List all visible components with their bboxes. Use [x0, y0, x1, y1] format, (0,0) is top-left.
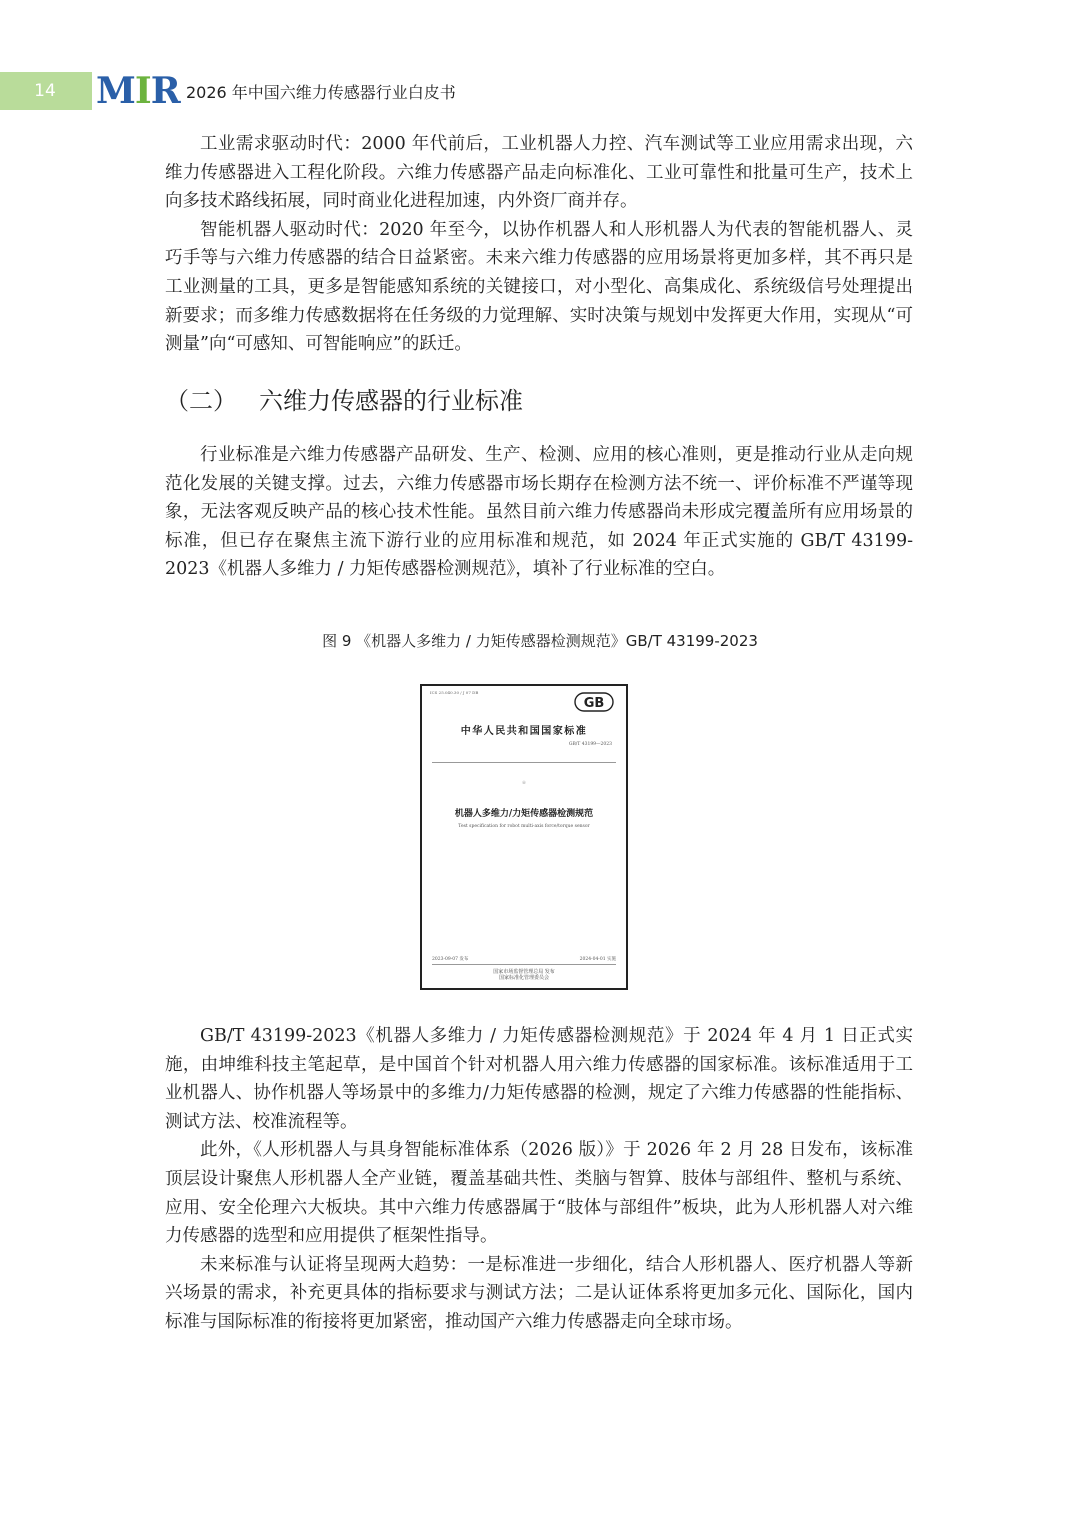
- cover-publisher: [422, 969, 626, 981]
- standards-text-block: [165, 441, 913, 584]
- paragraph-intelligent-era: 智能机器人驱动时代：2020 年至今，以协作机器人和人形机器人为代表的智能机器人、灵巧手等与六维力传感器的结合日益紧密。未来六维力传感器的应用场景将更加多样，其不再只是工业测量的工具，更多是智能感知系统的关键接口，对小型化、高集成化、系统级信号处理提出新要求；而多维力传感数据将在任务级的力觉理解、实时决策与规划中发挥更大作用，实现从“可测量”向“可感知、可智能响应”的跃迁。: [165, 219, 913, 355]
- gb-logo-text: GB: [583, 696, 605, 711]
- document-title: 2026 年中国六维力传感器行业白皮书: [186, 83, 456, 102]
- logo-letter-m: M: [96, 70, 135, 112]
- paragraph-humanoid-standard-system: 此外，《人形机器人与具身智能标准体系（2026 版）》于 2026 年 2 月 28 日发布，该标准顶层设计聚焦人形机器人全产业链，覆盖基础共性、类脑与智算、肢体与部组件、整机与系统、应用、安全伦理六大板块。其中六维力传感器属于“肢体与部组件”板块，此为人形机器人对六维力传感器的选型和应用提供了框架性指导。: [165, 1140, 913, 1247]
- mir-logo: [96, 70, 180, 112]
- paragraph-future-trends: 未来标准与认证将呈现两大趋势：一是标准进一步细化，结合人形机器人、医疗机器人等新兴场景的需求，补充更具体的指标要求与测试方法；二是认证体系将更加多元化、国际化，国内标准与国际标准的衔接将更加紧密，推动国产六维力传感器走向全球市场。: [165, 1254, 913, 1332]
- section-number: （二）: [165, 387, 237, 415]
- cover-divider-bottom: [432, 964, 616, 965]
- cover-title: 机器人多维力/力矩传感器检测规范: [454, 809, 594, 819]
- cover-ics-code: ICS 25.040.30 / J 07 DB: [430, 690, 479, 695]
- cover-subtitle: Test specification for robot multi-axis force/torque sensor: [458, 824, 590, 829]
- logo-letter-r: R: [150, 70, 180, 112]
- intro-text-block: [165, 130, 913, 359]
- figure-caption: 图 9 《机器人多维力 / 力矩传感器检测规范》GB/T 43199-2023: [322, 632, 758, 650]
- logo-letter-i: I: [134, 70, 151, 112]
- cover-standard-code: GB/T 43199—2023: [568, 742, 612, 747]
- cover-publisher-line1: 国家市场监督管理总局: [493, 969, 544, 975]
- section-title: 六维力传感器的行业标准: [259, 387, 523, 415]
- cover-divider-top: [432, 762, 616, 763]
- standard-details-text-block: [165, 1022, 913, 1337]
- standard-cover-image: [420, 684, 628, 990]
- section-heading: [165, 381, 523, 416]
- cover-publisher-line2: 国家标准化管理委员会: [498, 975, 549, 981]
- paragraph-gbt-standard: GB/T 43199-2023《机器人多维力 / 力矩传感器检测规范》于 2024 年 4 月 1 日正式实施，由坤维科技主笔起草，是中国首个针对机器人用六维力传感器的国家标准。该标准适用于工业机器人、协作机器人等场景中的多维力/力矩传感器的检测，规定了六维力传感器的性能指标、测试方法、校准流程等。: [165, 1026, 913, 1132]
- page-number: 14: [34, 81, 56, 101]
- cover-mark: ※: [521, 780, 527, 786]
- paragraph-industrial-era: 工业需求驱动时代：2000 年代前后，工业机器人力控、汽车测试等工业应用需求出现，六维力传感器进入工程化阶段。六维力传感器产品走向标准化、工业可靠性和批量可生产，技术上向多技术路线拓展，同时商业化进程加速，内外资厂商并存。: [165, 134, 913, 212]
- paragraph-industry-standards: 行业标准是六维力传感器产品研发、生产、检测、应用的核心准则，更是推动行业从走向规范化发展的关键支撑。过去，六维力传感器市场长期存在检测方法不统一、评价标准不严谨等现象，无法客观反映产品的核心技术性能。虽然目前六维力传感器尚未形成完覆盖所有应用场景的标准，但已存在聚焦主流下游行业的应用标准和规范，如 2024 年正式实施的 GB/T 43199-2023《机器人多维力 / 力矩传感器检测规范》，填补了行业标准的空白。: [165, 445, 913, 580]
- cover-publisher-suffix: 发布: [544, 969, 555, 975]
- cover-implementation-date: 2024-04-01 实施: [579, 957, 616, 962]
- gb-logo-icon: [574, 692, 614, 712]
- cover-organization: 中华人民共和国国家标准: [460, 726, 588, 737]
- cover-issue-date: 2023-09-07 发布: [432, 957, 469, 962]
